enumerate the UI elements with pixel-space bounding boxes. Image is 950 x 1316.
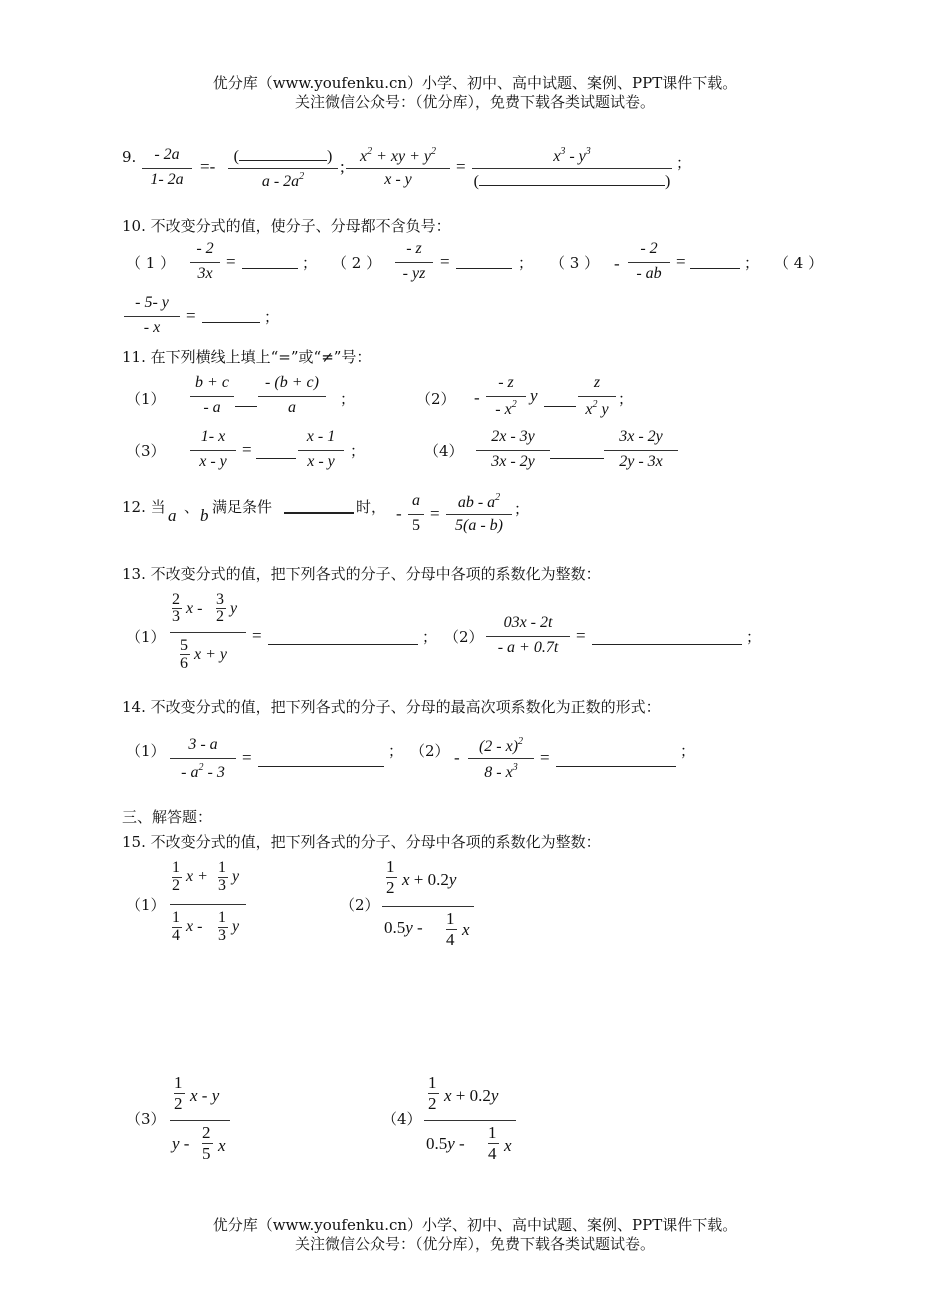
q13-eq1: = <box>252 626 262 645</box>
q13-semi1: ； <box>422 628 438 646</box>
q14-blank2[interactable] <box>556 752 676 767</box>
q12-var-b: b <box>200 506 209 525</box>
q11-semi1: ； <box>340 390 356 408</box>
q12-prefix: 12. 当 <box>122 498 166 516</box>
q10-semi4: ； <box>264 308 280 326</box>
q15-p2: （2） <box>340 896 380 914</box>
q12-neg: - <box>396 504 402 523</box>
q13-semi2: ； <box>746 628 762 646</box>
q13-complex-frac1: 2 3 x - 3 2 y 5 6 x + y <box>170 592 246 684</box>
q10-semi2: ； <box>518 254 534 272</box>
q9-eq2: = <box>456 157 466 176</box>
q11-blank3[interactable] <box>256 444 296 459</box>
q12-frac1: a 5 <box>408 492 424 538</box>
page-footer-line1: 优分库（www.youfenku.cn）小学、初中、高中试题、案例、PPT课件下载。 <box>212 1216 738 1234</box>
q14-p1: （1） <box>126 742 166 760</box>
q9-frac4: $x^3 - y^3$ ( ) <box>473 146 671 190</box>
q12-frac2: ab - $a^2$ 5(a - b) <box>446 492 512 538</box>
q14-blank1[interactable] <box>258 752 384 767</box>
q9-eq1: =- <box>200 157 216 176</box>
q9-label: 9. <box>122 148 137 166</box>
q12-var-a: a <box>168 506 177 525</box>
page-header-line1: 优分库（www.youfenku.cn）小学、初中、高中试题、案例、PPT课件下载。 <box>212 74 738 92</box>
q11-p1: （1） <box>126 390 166 408</box>
q15-text: 15. 不改变分式的值，把下列各式的分子、分母中各项的系数化为整数： <box>122 833 601 851</box>
q10-text: 10. 不改变分式的值，使分子、分母都不含负号： <box>122 217 451 235</box>
q13-text: 13. 不改变分式的值，把下列各式的分子、分母中各项的系数化为整数： <box>122 565 601 583</box>
q11-semi2: ； <box>618 390 634 408</box>
q10-frac4: - 5- y - x <box>124 294 180 340</box>
q10-blank4[interactable] <box>202 306 260 323</box>
q11-semi3: ； <box>350 442 366 460</box>
q11-p3: （3） <box>126 442 166 460</box>
q11-frac2a: - z - $x^2$ <box>486 374 526 420</box>
q12-mid: 满足条件 <box>212 498 273 516</box>
q10-p3: （ 3 ） <box>550 254 600 272</box>
q10-semi3: ； <box>744 254 760 272</box>
q10-p2: （ 2 ） <box>332 254 382 272</box>
q9-frac3: $x^2$ + xy + $y^2$ x - y <box>346 146 450 192</box>
q10-neg3: - <box>614 254 620 273</box>
q9-end: ； <box>676 154 692 172</box>
q11-frac4a: 2x - 3y 3x - 2y <box>476 428 550 474</box>
q10-eq3: = <box>676 252 686 271</box>
q11-frac2b: z $x^2$ y <box>578 374 616 420</box>
q10-blank1[interactable] <box>242 252 298 269</box>
q10-blank3[interactable] <box>690 252 740 269</box>
q10-frac1: - 2 3x <box>190 240 220 286</box>
q14-p2: （2） <box>410 742 450 760</box>
q13-p2: （2） <box>444 628 484 646</box>
q10-blank2[interactable] <box>456 252 512 269</box>
q12-eq: = <box>430 504 440 523</box>
q15-complex-frac3: 1 2 x - y y - 2 5 x <box>170 1072 232 1172</box>
q13-blank1[interactable] <box>268 628 418 645</box>
q15-p3: （3） <box>126 1110 166 1128</box>
q11-neg2: - <box>474 388 480 407</box>
page-footer-line2: 关注微信公众号：（优分库），免费下载各类试题试卷。 <box>294 1235 655 1253</box>
q10-frac3: - 2 - ab <box>628 240 670 286</box>
q11-p4: （4） <box>424 442 464 460</box>
q15-complex-frac2: 1 2 x + 0.2y 0.5y - 1 4 x <box>382 858 474 958</box>
q15-p4: （4） <box>382 1110 422 1128</box>
q10-eq2: = <box>440 252 450 271</box>
q10-eq1: = <box>226 252 236 271</box>
q11-frac1a: b + c - a <box>190 374 234 420</box>
q11-blank1[interactable] <box>235 392 257 407</box>
q15-complex-frac1: 1 2 x + 1 3 y 1 4 x - 1 3 y <box>170 860 246 956</box>
q10-semi1: ； <box>302 254 318 272</box>
q14-text: 14. 不改变分式的值，把下列各式的分子、分母的最高次项系数化为正数的形式： <box>122 698 661 716</box>
q9-frac1: - 2a 1- 2a <box>142 146 192 192</box>
q12-semi: ； <box>514 500 530 518</box>
q11-y2: y <box>530 386 538 405</box>
q13-blank2[interactable] <box>592 628 742 645</box>
q10-p1: （ 1 ） <box>126 254 176 272</box>
q9-frac2: ( ) a - $2a^2$ <box>228 146 338 192</box>
q14-semi1: ； <box>388 742 404 760</box>
q14-frac1: 3 - a - $a^2 - 3$ <box>170 736 236 784</box>
q13-eq2: = <box>576 626 586 645</box>
q14-eq1: = <box>242 748 252 767</box>
q11-eq3: = <box>242 440 252 459</box>
q13-p1: （1） <box>126 628 166 646</box>
q10-eq4: = <box>186 306 196 325</box>
q11-frac4b: 3x - 2y 2y - 3x <box>604 428 678 474</box>
q11-p2: （2） <box>416 390 456 408</box>
q14-frac2: (2 - x)$^2$ $8 - x^3$ <box>468 736 534 784</box>
q11-frac3a: 1- x x - y <box>190 428 236 474</box>
q15-complex-frac4: 1 2 x + 0.2y 0.5y - 1 4 x <box>424 1072 516 1172</box>
q15-p1: （1） <box>126 896 166 914</box>
q11-frac3b: x - 1 x - y <box>298 428 344 474</box>
q12-suffix: 时， <box>356 498 387 516</box>
q12-blank[interactable] <box>284 496 354 514</box>
q11-blank2[interactable] <box>544 392 576 407</box>
page-header-line2: 关注微信公众号：（优分库），免费下载各类试题试卷。 <box>294 93 655 111</box>
section3-title: 三、解答题： <box>122 808 213 826</box>
q11-text: 11. 在下列横线上填上“=”或“≠”号： <box>122 348 372 366</box>
q13-frac2: 03x - 2t - a + 0.7t <box>486 614 570 660</box>
q10-frac2: - z - yz <box>395 240 433 286</box>
q11-blank4[interactable] <box>550 444 604 459</box>
q14-eq2: = <box>540 748 550 767</box>
q10-p4: （ 4 ） <box>774 254 824 272</box>
q14-semi2: ； <box>680 742 696 760</box>
q9-sep: ; <box>340 157 345 176</box>
q11-frac1b: - (b + c) a <box>258 374 326 420</box>
q14-neg2: - <box>454 748 460 767</box>
q12-sep: 、 <box>184 498 200 516</box>
